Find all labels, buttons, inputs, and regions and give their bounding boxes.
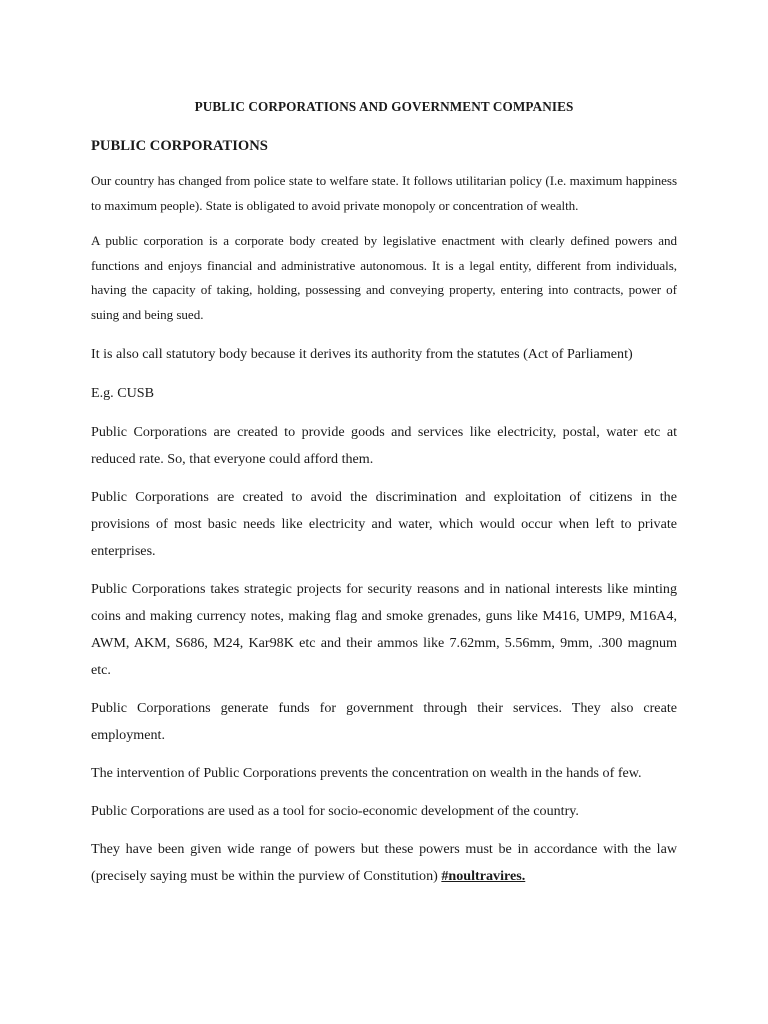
document-title: PUBLIC CORPORATIONS AND GOVERNMENT COMPANIES: [194, 99, 574, 114]
paragraph-powers: [91, 836, 677, 890]
section-heading: PUBLIC CORPORATIONS: [91, 138, 268, 154]
paragraph-generate-funds: Public Corporations generate funds for government through their services. They also create employment.: [91, 700, 677, 743]
hashtag-noultravires: #noultravires.: [441, 868, 526, 884]
paragraph-strategic-projects: Public Corporations takes strategic projects for security reasons and in national interests like minting coins and making currency notes, making flag and smoke grenades, guns like M416, UMP9, M16A4, AWM, AKM, S686, M24, Kar98K etc and their ammos like 7.62mm, 5.56mm, 9mm, .300 magnum etc.: [91, 581, 677, 678]
paragraph-example: E.g. CUSB: [91, 385, 155, 401]
paragraph-powers-text: They have been given wide range of powers but these powers must be in accordance with the law (precisely saying must be within the purview of Constitution): [91, 841, 677, 884]
document-page: [91, 88, 677, 890]
paragraph-welfare-state: Our country has changed from police state to welfare state. It follows utilitarian policy (I.e. maximum happiness to maximum people). State is obligated to avoid private monopoly or concentration of wealth.: [91, 173, 677, 213]
paragraph-socio-economic: Public Corporations are used as a tool for socio-economic development of the country.: [91, 803, 579, 819]
paragraph-goods-services: Public Corporations are created to provide goods and services like electricity, postal, water etc at reduced rate. So, that everyone could afford them.: [91, 424, 677, 467]
paragraph-statutory-body: It is also call statutory body because it derives its authority from the statutes (Act of Parliament): [91, 346, 633, 362]
paragraph-discrimination: Public Corporations are created to avoid the discrimination and exploitation of citizens in the provisions of most basic needs like electricity and water, which would occur when left to private enterprises.: [91, 489, 677, 559]
paragraph-intervention: The intervention of Public Corporations prevents the concentration on wealth in the hands of few.: [91, 765, 642, 781]
paragraph-definition: A public corporation is a corporate body created by legislative enactment with clearly defined powers and functions and enjoys financial and administrative autonomous. It is a legal entity, different from individuals, having the capacity of taking, holding, possessing and conveying property, entering into contracts, power of suing and being sued.: [91, 233, 677, 322]
